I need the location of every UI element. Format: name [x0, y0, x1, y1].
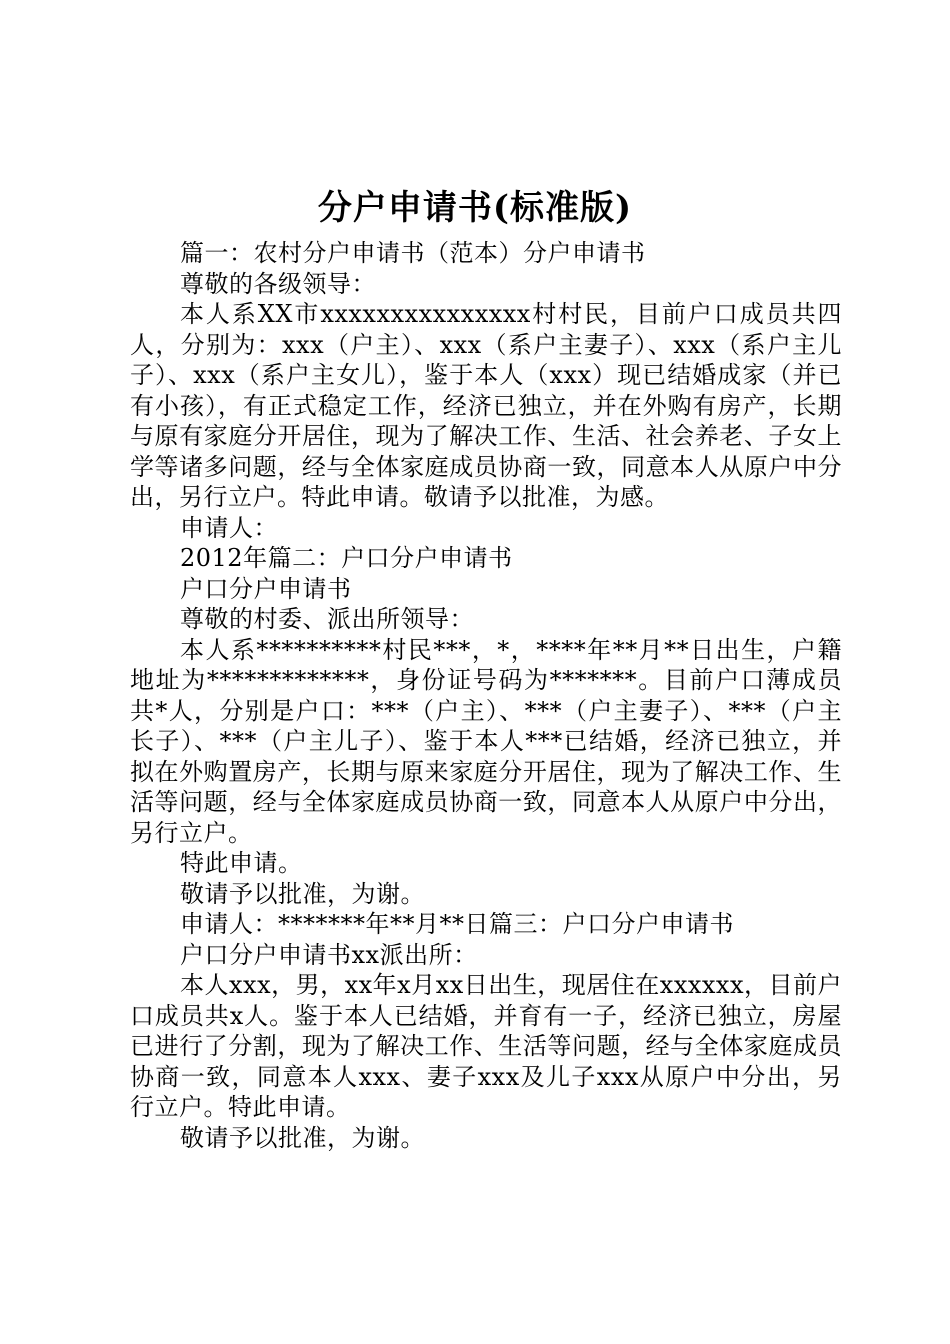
paragraph-section-two-heading: 2012年篇二：户口分户申请书 [180, 544, 513, 572]
paragraph-salutation-village: 尊敬的村委、派出所领导： [180, 605, 474, 633]
paragraph-section-three-title: 户口分户申请书xx派出所： [180, 940, 478, 969]
paragraph-section-two-title: 户口分户申请书 [180, 574, 352, 603]
paragraph-applicant-line: 申请人： [180, 513, 278, 542]
paragraph-section-one-heading: 篇一：农村分户申请书（范本）分户申请书 [180, 239, 646, 267]
document-body [130, 238, 842, 1153]
document-title: 分户申请书(标准版) [317, 188, 633, 228]
paragraph-section-three-body: 本人xxx，男，xx年x月xx日出生，现居住在xxxxxx，目前户口成员共x人。鉴于本人已结婚，并育有一子，经济已独立，房屋已进行了分割，现为了解决工作、生活等问题，经与全体家庭成员协商一致，同意本人xxx、妻子xxx及儿子xxx从原户中分出，另行立户。特此申请。 [130, 971, 842, 1121]
paragraph-salutation-leaders: 尊敬的各级领导： [180, 269, 376, 298]
paragraph-section-one-body: 本人系XX市xxxxxxxxxxxxxxx村村民，目前户口成员共四人，分别为：xxx（户主）、xxx（系户主妻子）、xxx（系户主儿子）、xxx（系户主女儿），鉴于本人（xxx）现已结婚成家（并已有小孩），有正式稳定工作，经济已独立，并在外购有房产，长期与原有家庭分开居住，现为了解决工作、生活、社会养老、子女上学等诸多问题，经与全体家庭成员协商一致，同意本人从原户中分出，另行立户。特此申请。敬请予以批准，为感。 [130, 300, 842, 511]
paragraph-section-two-body: 本人系**********村民***，*，****年**月**日出生，户籍地址为*************，身份证号码为*******。目前户口薄成员共*人，分别是户口：***（户主）、***（户主妻子）、***（户主长子）、***（户主儿子）、鉴于本人***已结婚，经济已独立，并拟在外购置房产，长期与原来家庭分开居住，现为了解决工作、生活等问题，经与全体家庭成员协商一致，同意本人从原户中分出，另行立户。 [130, 635, 842, 847]
paragraph-hereby-apply: 特此申请。 [180, 849, 303, 877]
paragraph-closing-request: 敬请予以批准，为谢。 [180, 1123, 425, 1152]
paragraph-section-three-heading: 申请人：*******年**月**日篇三：户口分户申请书 [180, 910, 734, 938]
paragraph-request-approval: 敬请予以批准，为谢。 [180, 879, 425, 908]
